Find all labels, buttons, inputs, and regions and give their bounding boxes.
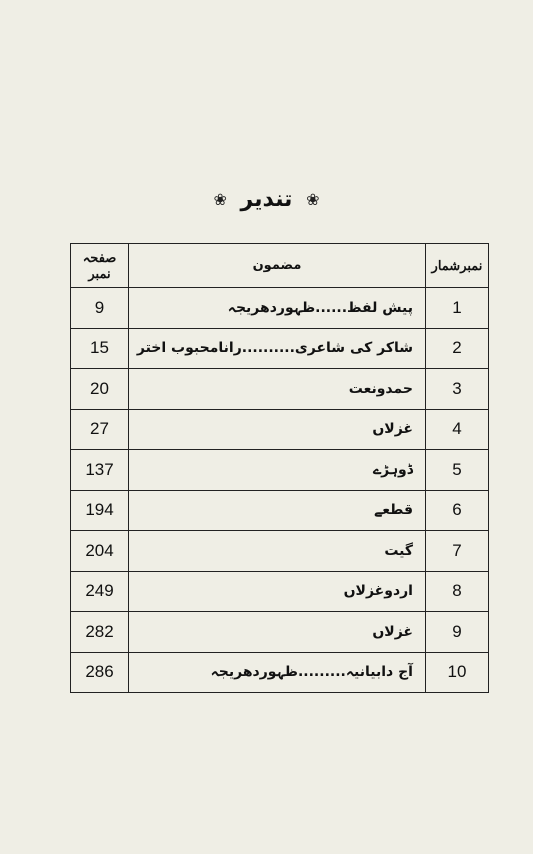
- table-row: [71, 288, 489, 329]
- row-page: 137: [71, 450, 129, 491]
- table-row: [71, 450, 489, 491]
- table-row: [71, 369, 489, 410]
- row-number: 10: [426, 652, 489, 693]
- row-number: 7: [426, 531, 489, 572]
- row-number: 9: [426, 612, 489, 653]
- flower-ornament-icon: ❀: [306, 189, 320, 209]
- row-page: 249: [71, 571, 129, 612]
- row-title: اردوغزلاں: [129, 571, 426, 612]
- row-page: 15: [71, 328, 129, 369]
- row-page: 286: [71, 652, 129, 693]
- row-title: حمدونعت: [129, 369, 426, 410]
- row-number: 1: [426, 288, 489, 329]
- row-title: ڈوہڑے: [129, 450, 426, 491]
- row-number: 3: [426, 369, 489, 410]
- title-text: تندیر: [240, 186, 293, 212]
- table-row: [71, 531, 489, 572]
- header-number: نمبرشمار: [426, 244, 489, 288]
- table-row: [71, 328, 489, 369]
- table-of-contents: [70, 243, 489, 693]
- row-title: آج دابیانیہ.........ظہوردھریجہ: [129, 652, 426, 693]
- header-row: [71, 244, 489, 288]
- table-row: [71, 571, 489, 612]
- row-page: 282: [71, 612, 129, 653]
- row-title: غزلاں: [129, 409, 426, 450]
- row-page: 9: [71, 288, 129, 329]
- row-page: 27: [71, 409, 129, 450]
- header-title: مضمون: [129, 244, 426, 288]
- row-title: پیش لفظ......ظہوردھریجہ: [129, 288, 426, 329]
- header-page: صفحہ نمبر: [71, 244, 129, 288]
- row-title: شاکر کی شاعری..........رانامحبوب اختر: [129, 328, 426, 369]
- table-row: [71, 652, 489, 693]
- row-number: 4: [426, 409, 489, 450]
- table-row: [71, 490, 489, 531]
- row-number: 6: [426, 490, 489, 531]
- flower-ornament-icon: ❀: [213, 189, 227, 209]
- table-row: [71, 409, 489, 450]
- row-number: 5: [426, 450, 489, 491]
- row-page: 204: [71, 531, 129, 572]
- page-title: [0, 186, 533, 212]
- row-title: غزلاں: [129, 612, 426, 653]
- row-number: 8: [426, 571, 489, 612]
- row-title: قطعے: [129, 490, 426, 531]
- row-title: گیت: [129, 531, 426, 572]
- row-page: 194: [71, 490, 129, 531]
- row-number: 2: [426, 328, 489, 369]
- row-page: 20: [71, 369, 129, 410]
- table-row: [71, 612, 489, 653]
